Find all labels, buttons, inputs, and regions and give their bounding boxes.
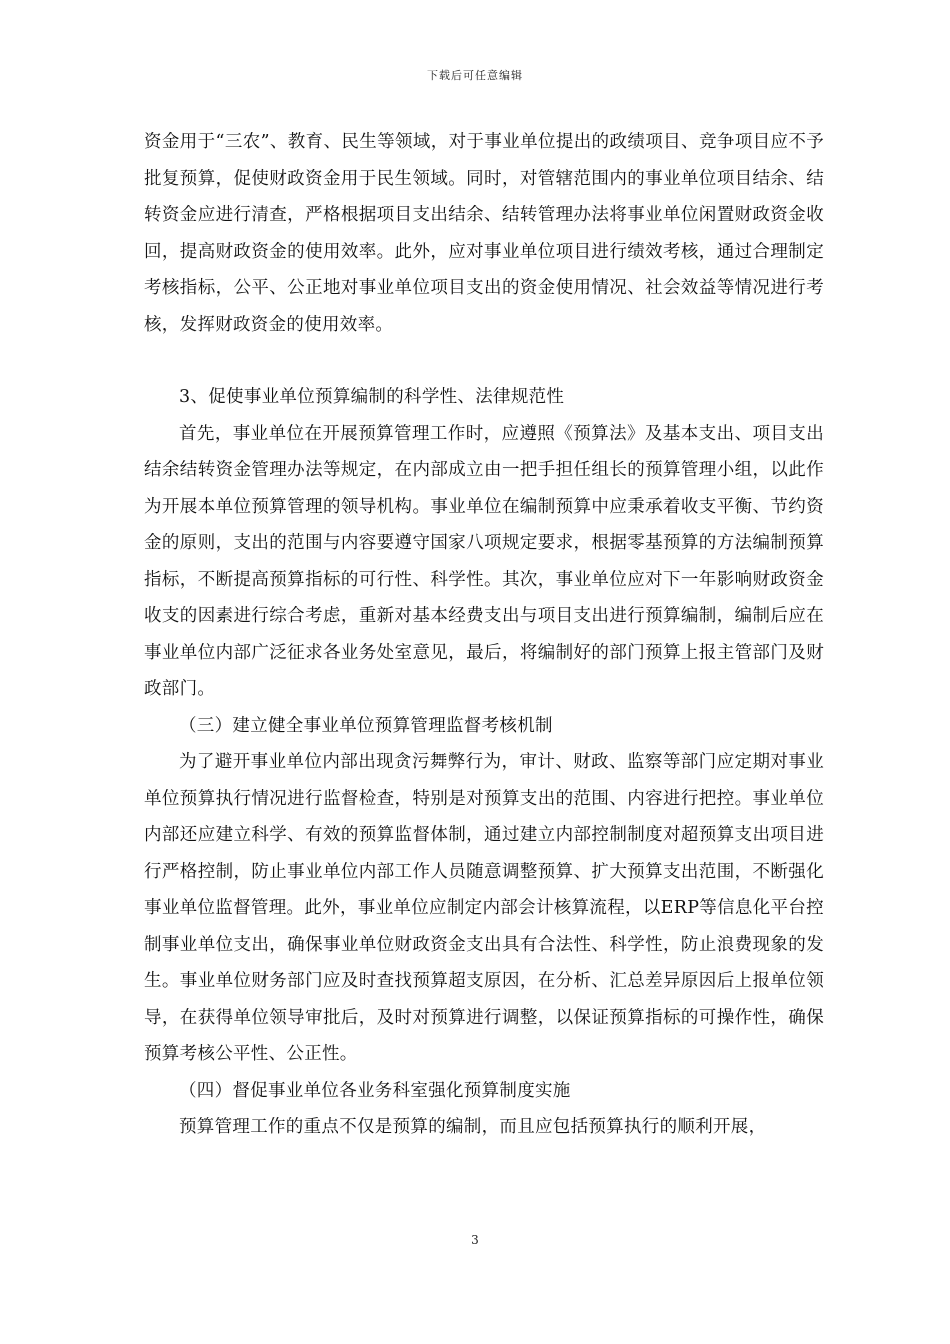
page-header: 下载后可任意编辑: [427, 69, 523, 82]
paragraph: 预算管理工作的重点不仅是预算的编制，而且应包括预算执行的顺利开展，: [179, 1117, 767, 1137]
section-heading: （四）督促事业单位各业务科室强化预算制度实施: [179, 1080, 571, 1101]
section-heading: （三）建立健全事业单位预算管理监督考核机制: [179, 715, 553, 736]
subsection-heading: 3、促使事业单位预算编制的科学性、法律规范性: [179, 387, 565, 407]
paragraph: 为了避开事业单位内部出现贪污舞弊行为，审计、财政、监察等部门应定期对事业单位预算执行情况进行监督检查，特别是对预算支出的范围、内容进行把控。事业单位内部还应建立科学、有效的预算监督体制，通过建立内部控制制度对超预算支出项目进行严格控制，防止事业单位内部工作人员随意调整预算、扩大预算支出范围，不断强化事业单位监督管理。此外，事业单位应制定内部会计核算流程，以ERP等信息化平台控制事业单位支出，确保事业单位财政资金支出具有合法性、科学性，防止浪费现象的发生。事业单位财务部门应及时查找预算超支原因，在分析、汇总差异原因后上报单位领导，在获得单位领导审批后，及时对预算进行调整，以保证预算指标的可操作性，确保预算考核公平性、公正性。: [144, 752, 824, 1064]
page-number: 3: [471, 1233, 479, 1247]
paragraph: 首先，事业单位在开展预算管理工作时，应遵照《预算法》及基本支出、项目支出结余结转资金管理办法等规定，在内部成立由一把手担任组长的预算管理小组，以此作为开展本单位预算管理的领导机构。事业单位在编制预算中应秉承着收支平衡、节约资金的原则，支出的范围与内容要遵守国家八项规定要求，根据零基预算的方法编制预算指标，不断提高预算指标的可行性、科学性。其次，事业单位应对下一年影响财政资金收支的因素进行综合考虑，重新对基本经费支出与项目支出进行预算编制，编制后应在事业单位内部广泛征求各业务处室意见，最后，将编制好的部门预算上报主管部门及财政部门。: [144, 423, 824, 699]
document-body: [144, 124, 824, 1146]
paragraph-continued: 资金用于“三农”、教育、民生等领域，对于事业单位提出的政绩项目、竞争项目应不予批复预算，促使财政资金用于民生领域。同时，对管辖范围内的事业单位项目结余、结转资金应进行清查，严格根据项目支出结余、结转管理办法将事业单位闲置财政资金收回，提高财政资金的使用效率。此外，应对事业单位项目进行绩效考核，通过合理制定考核指标，公平、公正地对事业单位项目支出的资金使用情况、社会效益等情况进行考核，发挥财政资金的使用效率。: [144, 132, 824, 335]
